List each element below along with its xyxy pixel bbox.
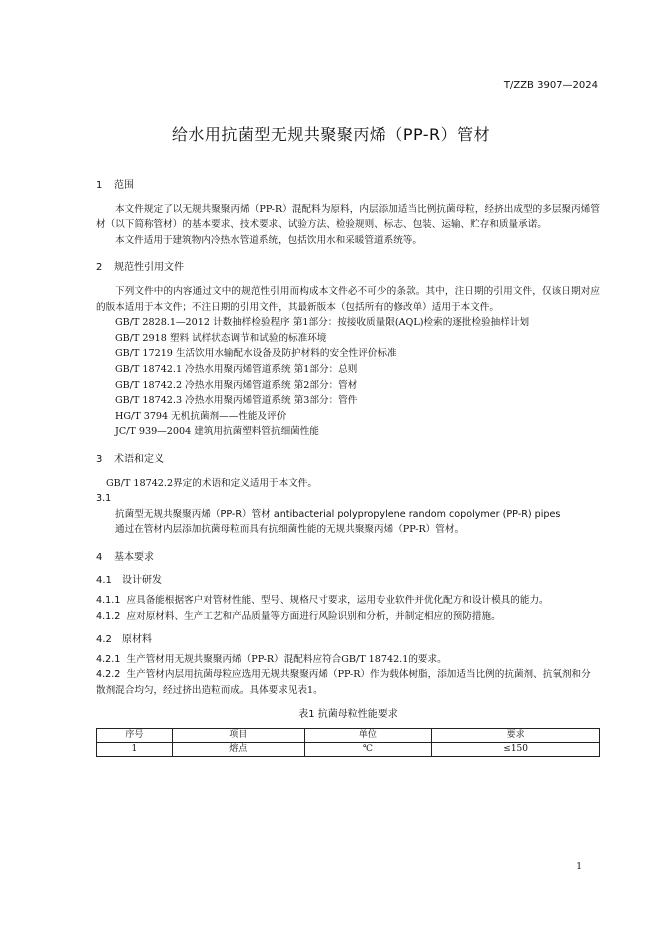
term-definition: 通过在管材内层添加抗菌母粒而具有抗细菌性能的无规共聚聚丙烯（PP-R）管材。 <box>115 524 465 536</box>
reference-item: GB/T 18742.1 冷热水用聚丙烯管道系统 第1部分：总则 <box>115 363 358 375</box>
subsection-number: 4.2 <box>96 634 112 646</box>
section-title: 规范性引用文件 <box>114 262 184 274</box>
reference-item: JC/T 939—2004 建筑用抗菌塑料管抗细菌性能 <box>115 426 319 438</box>
subsection-number: 4.1 <box>96 575 112 587</box>
subsection-title: 原材料 <box>122 634 152 646</box>
table-header-cell: 项目 <box>172 729 304 743</box>
table-header-cell: 单位 <box>304 729 432 743</box>
page-number: 1 <box>576 862 582 872</box>
table-cell: ℃ <box>304 743 432 757</box>
subsection-heading-4-2 <box>96 632 600 648</box>
paragraph: 本文件适用于建筑物内冷热水管道系统，包括饮用水和采暖管道系统等。 <box>115 234 422 246</box>
clause-4-2-2 <box>96 667 600 698</box>
subsection-title: 设计研发 <box>122 575 162 587</box>
table-cell: 熔点 <box>172 743 304 757</box>
table-header-row <box>97 729 600 743</box>
subsection-heading-4-1 <box>96 573 600 589</box>
document-title: 给水用抗菌型无规共聚聚丙烯（PP-R）管材 <box>171 125 491 144</box>
reference-item: GB/T 18742.3 冷热水用聚丙烯管道系统 第3部分：管件 <box>115 395 358 407</box>
standard-number: T/ZZB 3907—2024 <box>503 80 598 91</box>
properties-table <box>96 728 600 757</box>
clause-text: 应具备能根据客户对管材性能、型号、规格尺寸要求，运用专业软件并优化配方和设计模具的能力。 <box>126 595 549 607</box>
section-title: 基本要求 <box>114 551 154 563</box>
section-heading-4 <box>96 550 600 566</box>
clause-text: 应对原材料、生产工艺和产品质量等方面进行风险识别和分析，并制定相应的预防措施。 <box>126 610 501 622</box>
section-heading-1 <box>96 178 600 194</box>
term-heading: 抗菌型无规共聚聚丙烯（PP-R）管材 antibacterial polypropylene random copolymer (PP-R) pipes <box>115 508 561 520</box>
term-number: 3.1 <box>96 493 112 505</box>
reference-item: GB/T 18742.2 冷热水用聚丙烯管道系统 第2部分：管材 <box>115 379 358 391</box>
section-heading-3 <box>96 452 600 468</box>
clause-text: 生产管材用无规共聚聚丙烯（PP-R）混配料应符合GB/T 18742.1的要求。 <box>126 653 447 665</box>
document-body <box>96 170 600 757</box>
paragraph: 本文件规定了以无规共聚聚丙烯（PP-R）混配料为原料，内层添加适当比例抗菌母粒，经挤出成型的多层聚丙烯管材（以下简称管材）的基本要求、技术要求、试验方法、检验规则、标志、包装、运输、贮存和质量承诺。 <box>96 203 600 231</box>
paragraph: 下列文件中的内容通过文中的规范性引用而构成本文件必不可少的条款。其中，注日期的引用文件，仅该日期对应的版本适用于本文件；不注日期的引用文件，其最新版本（包括所有的修改单）适用于本文件。 <box>96 285 600 313</box>
clause-text: 生产管材内层用抗菌母粒应选用无规共聚聚丙烯（PP-R）作为载体树脂，添加适当比例的抗菌剂、抗氧剂和分散剂混合均匀，经过挤出造粒而成。具体要求见表1。 <box>96 669 591 697</box>
clause-number: 4.1.2 <box>96 610 121 622</box>
table-header-cell: 要求 <box>432 729 600 743</box>
reference-item: GB/T 2918 塑料 试样状态调节和试验的标准环境 <box>115 332 327 344</box>
section-number: 1 <box>96 180 103 191</box>
reference-item: HG/T 3794 无机抗菌剂——性能及评价 <box>115 410 287 422</box>
section-heading-2 <box>96 260 600 276</box>
table-cell: ≤150 <box>432 743 600 757</box>
paragraph: GB/T 18742.2界定的术语和定义适用于本文件。 <box>106 477 317 489</box>
table-cell: 1 <box>97 743 173 757</box>
reference-item: GB/T 2828.1—2012 计数抽样检验程序 第1部分：按接收质量限(AQL)检索的逐批检验抽样计划 <box>115 317 530 329</box>
clause-number: 4.1.1 <box>96 595 121 607</box>
clause-4-1-2 <box>96 609 600 625</box>
section-title: 范围 <box>114 180 134 191</box>
reference-list <box>96 315 600 440</box>
clause-number: 4.2.1 <box>96 653 121 665</box>
reference-item: GB/T 17219 生活饮用水输配水设备及防护材料的安全性评价标准 <box>115 348 397 360</box>
table-row <box>97 743 600 757</box>
table-header-cell: 序号 <box>97 729 173 743</box>
section-number: 4 <box>96 551 103 563</box>
clause-4-2-1 <box>96 652 600 668</box>
section-number: 3 <box>96 453 103 465</box>
clause-number: 4.2.2 <box>96 669 121 681</box>
table-caption: 表1 抗菌母粒性能要求 <box>298 708 398 720</box>
section-number: 2 <box>96 262 103 274</box>
clause-4-1-1 <box>96 593 600 609</box>
section-title: 术语和定义 <box>114 453 164 465</box>
